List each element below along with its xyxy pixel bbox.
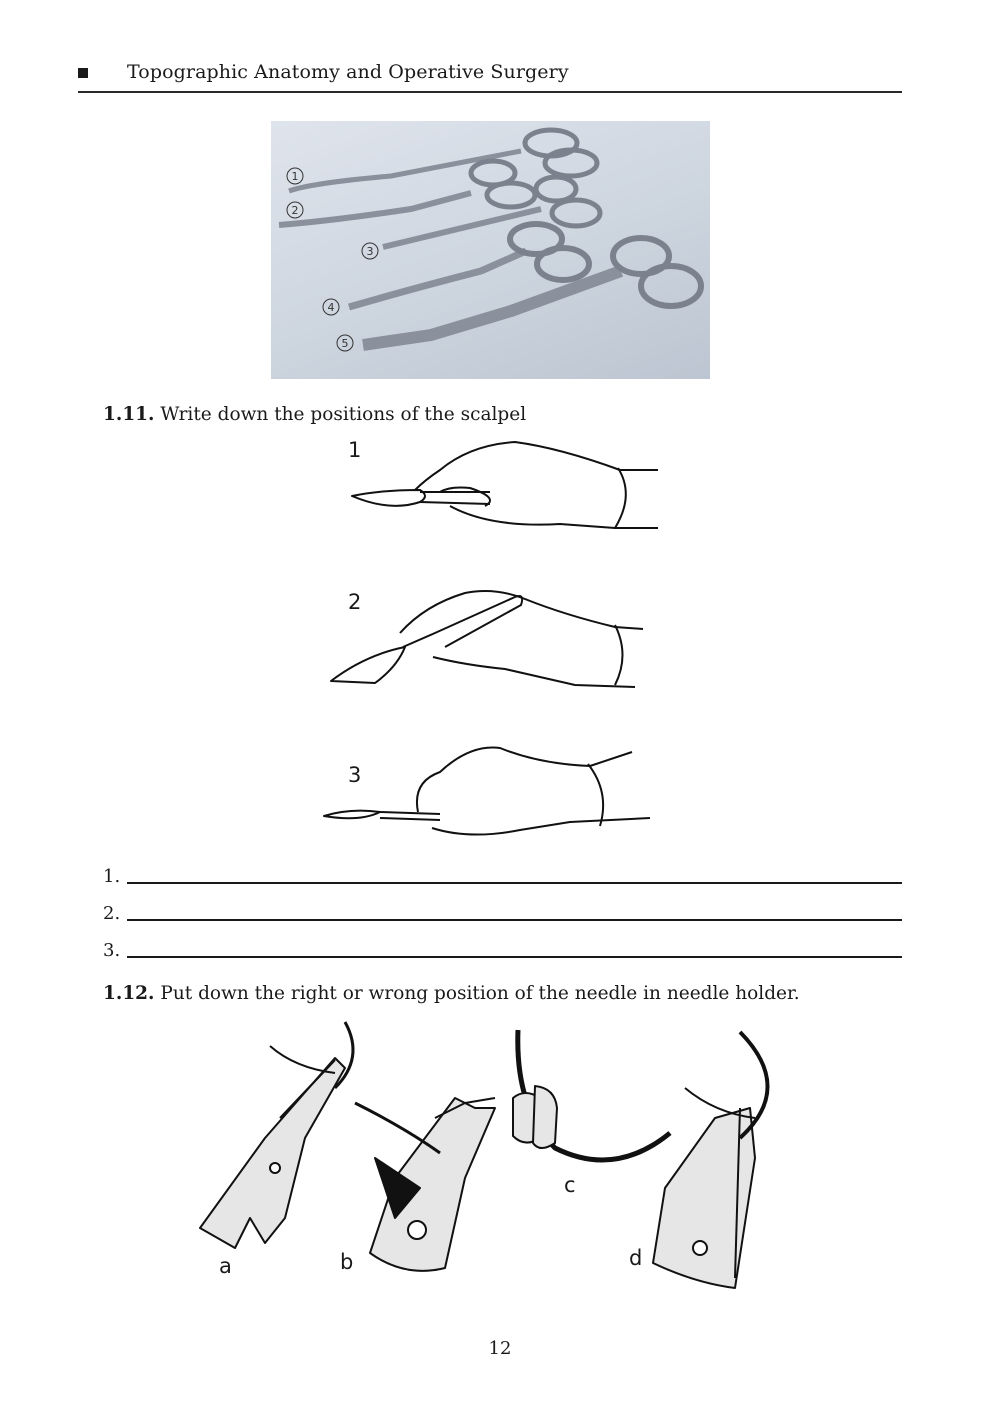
needle-holder-a xyxy=(200,1022,353,1248)
question-1-11 xyxy=(103,404,526,425)
needle-holder-d xyxy=(653,1032,768,1288)
instrument-number-1: 1 xyxy=(291,170,299,183)
needle-figure-label-d: d xyxy=(629,1246,643,1270)
instrument-number-4: 4 xyxy=(327,301,335,314)
answer-number-3: 3. xyxy=(103,940,121,961)
needle-figure-label-c: c xyxy=(564,1173,576,1197)
answer-line-2[interactable] xyxy=(127,919,902,921)
scalpel-grip-illustration-1 xyxy=(340,440,670,540)
answer-line-3[interactable] xyxy=(127,956,902,958)
question-number: 1.11. xyxy=(103,404,155,425)
scalpel-figure-label-3: 3 xyxy=(348,763,362,787)
instrument-number-5: 5 xyxy=(341,337,349,350)
instrument-number-3: 3 xyxy=(366,245,374,258)
header-divider xyxy=(78,91,902,93)
instrument-number-2: 2 xyxy=(291,204,299,217)
question-number: 1.12. xyxy=(103,983,155,1004)
surgical-scissors-photo xyxy=(271,121,710,379)
needle-holder-b xyxy=(355,1098,495,1271)
question-text: Put down the right or wrong position of the needle in needle holder. xyxy=(160,983,800,1004)
answer-number-1: 1. xyxy=(103,866,121,887)
scissors-illustration xyxy=(271,121,710,379)
needle-holder-illustrations xyxy=(195,1018,795,1298)
page-number: 12 xyxy=(488,1338,512,1359)
scalpel-grip-illustration-2 xyxy=(325,585,655,695)
scalpel-grip-illustration-3 xyxy=(320,742,665,852)
answer-number-2: 2. xyxy=(103,903,121,924)
scalpel-figure-label-2: 2 xyxy=(348,590,362,614)
header-bullet xyxy=(78,68,88,78)
running-header-title: Topographic Anatomy and Operative Surgery xyxy=(127,61,569,83)
question-text: Write down the positions of the scalpel xyxy=(160,404,527,425)
scalpel-figure-label-1: 1 xyxy=(348,438,362,462)
needle-holder-c xyxy=(513,1030,670,1160)
answer-line-1[interactable] xyxy=(127,882,902,884)
question-1-12 xyxy=(103,983,800,1004)
needle-figure-label-b: b xyxy=(340,1250,354,1274)
needle-figure-label-a: a xyxy=(219,1254,232,1278)
